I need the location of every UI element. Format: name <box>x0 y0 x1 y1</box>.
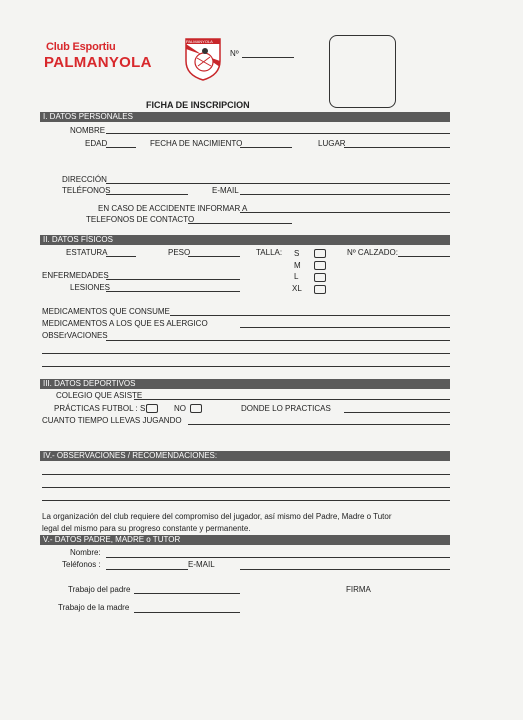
direccion-label: DIRECCIÓN <box>62 175 107 184</box>
contacto-field[interactable] <box>188 223 292 224</box>
alergico-field[interactable] <box>240 327 450 328</box>
observaciones-line-3[interactable] <box>42 366 450 367</box>
edad-field[interactable] <box>106 147 136 148</box>
enfermedades-field[interactable] <box>106 279 240 280</box>
observaciones-line-2[interactable] <box>42 353 450 354</box>
recomendaciones-line-1[interactable] <box>42 474 450 475</box>
estatura-label: ESTATURA <box>66 248 108 257</box>
alergico-label: MEDICAMENTOS A LOS QUE ES ALERGICO <box>42 319 208 328</box>
section-sports: III. DATOS DEPORTIVOS <box>40 379 450 389</box>
estatura-field[interactable] <box>106 256 136 257</box>
tiempo-field[interactable] <box>188 424 450 425</box>
fecha-label: FECHA DE NACIMIENTO <box>150 139 243 148</box>
size-l-checkbox[interactable] <box>314 273 326 282</box>
futbol-si-checkbox[interactable] <box>146 404 158 413</box>
email-label: E-MAIL <box>212 186 239 195</box>
peso-field[interactable] <box>188 256 240 257</box>
photo-box[interactable] <box>329 35 396 108</box>
number-field[interactable] <box>242 57 294 58</box>
size-xl-checkbox[interactable] <box>314 285 326 294</box>
parent-nombre-label: Nombre: <box>70 548 101 557</box>
crest-text: PALMANYOLA <box>186 39 213 44</box>
recomendaciones-line-3[interactable] <box>42 500 450 501</box>
direccion-field[interactable] <box>106 183 450 184</box>
futbol-no-checkbox[interactable] <box>190 404 202 413</box>
section-observations: IV.- OBSERVACIONES / RECOMENDACIONES: <box>40 451 450 461</box>
club-name-line1: Club Esportiu <box>46 41 116 53</box>
lugar-field[interactable] <box>344 147 450 148</box>
parent-email-label: E-MAIL <box>188 560 215 569</box>
telefonos-field[interactable] <box>106 194 188 195</box>
section-personal: I. DATOS PERSONALES <box>40 112 450 122</box>
form-title: FICHA DE INSCRIPCION <box>146 100 250 110</box>
firma-label: FIRMA <box>346 585 371 594</box>
trabajo-padre-field[interactable] <box>134 593 240 594</box>
trabajo-padre-label: Trabajo del padre <box>68 585 131 594</box>
calzado-label: Nº CALZADO: <box>347 248 398 257</box>
parent-telefonos-label: Teléfonos : <box>62 560 101 569</box>
accidente-field[interactable] <box>240 212 450 213</box>
recomendaciones-line-2[interactable] <box>42 487 450 488</box>
email-field[interactable] <box>240 194 450 195</box>
parent-telefonos-field[interactable] <box>106 569 188 570</box>
telefonos-label: TELÉFONOS <box>62 186 111 195</box>
observaciones-field[interactable] <box>106 340 450 341</box>
fecha-field[interactable] <box>240 147 292 148</box>
colegio-field[interactable] <box>134 399 450 400</box>
donde-field[interactable] <box>344 412 450 413</box>
trabajo-madre-label: Trabajo de la madre <box>58 603 130 612</box>
lugar-label: LUGAR <box>318 139 346 148</box>
number-label: Nº <box>230 49 239 58</box>
tiempo-label: CUANTO TIEMPO LLEVAS JUGANDO <box>42 416 182 425</box>
size-s-checkbox[interactable] <box>314 249 326 258</box>
trabajo-madre-field[interactable] <box>134 612 240 613</box>
section-parents: V.- DATOS PADRE, MADRE o TUTOR <box>40 535 450 545</box>
donde-label: DONDE LO PRACTICAS <box>241 404 331 413</box>
nombre-field[interactable] <box>106 133 450 134</box>
medicamentos-field[interactable] <box>170 315 450 316</box>
section-physical: II. DATOS FÍSICOS <box>40 235 450 245</box>
size-m-checkbox[interactable] <box>314 261 326 270</box>
talla-label: TALLA: <box>256 248 283 257</box>
edad-label: EDAD <box>85 139 108 148</box>
commitment-line-2: legal del mismo para su progreso constante y permanente. <box>42 524 251 533</box>
size-s-label: S <box>294 249 300 258</box>
club-name-line2: PALMANYOLA <box>44 54 152 71</box>
enfermedades-label: ENFERMEDADES <box>42 271 109 280</box>
peso-label: PESO <box>168 248 191 257</box>
medicamentos-label: MEDICAMENTOS QUE CONSUME <box>42 307 170 316</box>
futbol-label: PRÁCTICAS FUTBOL : SI <box>54 404 148 413</box>
commitment-line-1: La organización del club requiere del compromiso del jugador, así mismo del Padre, Madre o Tutor <box>42 512 392 521</box>
futbol-no-label: NO <box>174 404 186 413</box>
lesiones-field[interactable] <box>106 291 240 292</box>
observaciones-label: OBSErVACIONES <box>42 331 108 340</box>
parent-email-field[interactable] <box>240 569 450 570</box>
accidente-label: EN CASO DE ACCIDENTE INFORMAR A <box>98 204 248 213</box>
lesiones-label: LESIONES <box>70 283 111 292</box>
size-m-label: M <box>294 261 301 270</box>
size-xl-label: XL <box>292 284 302 293</box>
nombre-label: NOMBRE <box>70 126 106 135</box>
parent-nombre-field[interactable] <box>106 557 450 558</box>
colegio-label: COLEGIO QUE ASISTE <box>56 391 143 400</box>
size-l-label: L <box>294 272 299 281</box>
calzado-field[interactable] <box>398 256 450 257</box>
contacto-label: TELEFONOS DE CONTACTO <box>86 215 195 224</box>
